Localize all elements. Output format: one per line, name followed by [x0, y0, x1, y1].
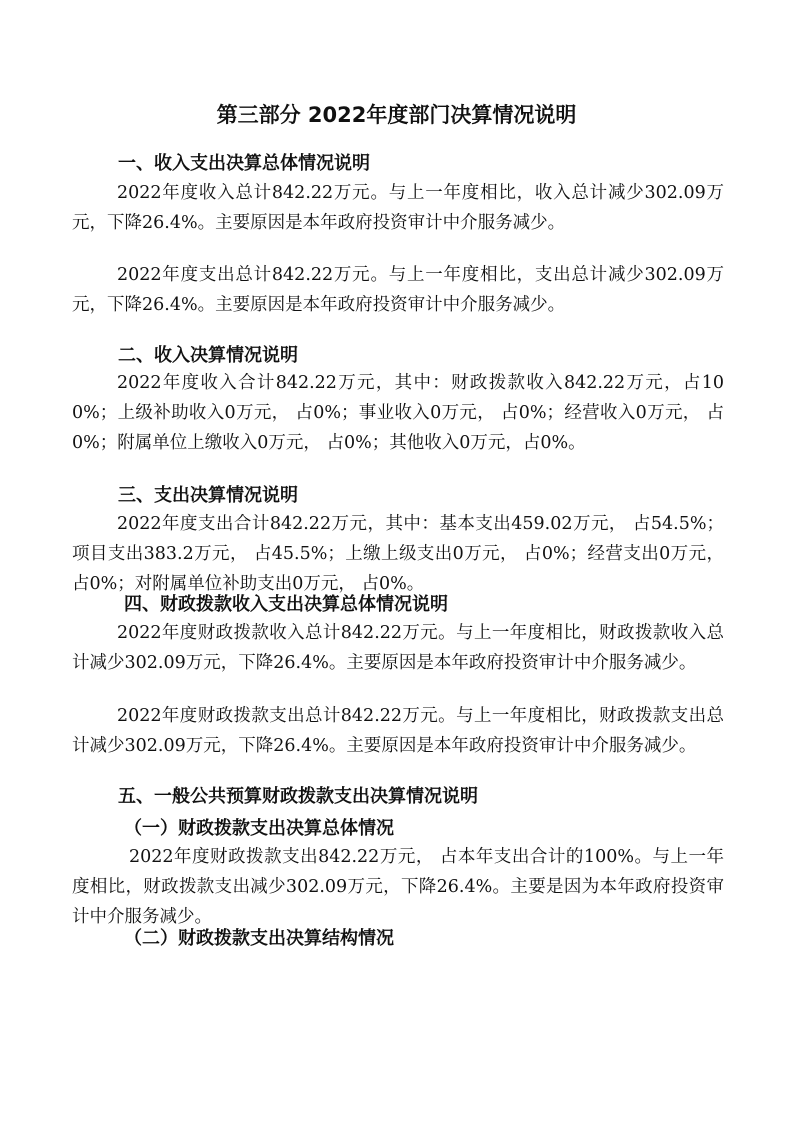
document-title: 第三部分 2022年度部门决算情况说明	[216, 103, 577, 127]
section-5-sub-1-heading: （一）财政拨款支出决算总体情况	[124, 818, 394, 839]
section-1-paragraph-2: 2022年度支出总计842.22万元。与上一年度相比，支出总计减少302.09万元，下降26.4%。主要原因是本年政府投资审计中介服务减少。	[72, 265, 724, 315]
section-1-heading: 一、收入支出决算总体情况说明	[118, 153, 370, 174]
section-5-sub-1-paragraph: 2022年度财政拨款支出842.22万元， 占本年支出合计的100%。与上一年度相比，财政拨款支出减少302.09万元，下降26.4%。主要是因为本年政府投资审计中介服务减少。	[72, 847, 724, 927]
section-4-paragraph-1: 2022年度财政拨款收入总计842.22万元。与上一年度相比，财政拨款收入总计减少302.09万元，下降26.4%。主要原因是本年政府投资审计中介服务减少。	[72, 623, 724, 673]
section-3-heading: 三、支出决算情况说明	[118, 485, 298, 506]
section-2-heading: 二、收入决算情况说明	[118, 345, 298, 366]
section-1-paragraph-1: 2022年度收入总计842.22万元。与上一年度相比，收入总计减少302.09万元，下降26.4%。主要原因是本年政府投资审计中介服务减少。	[72, 183, 724, 233]
section-5-sub-2-heading: （二）财政拨款支出决算结构情况	[124, 928, 394, 949]
section-2-paragraph-1: 2022年度收入合计842.22万元，其中：财政拨款收入842.22万元，占100%；上级补助收入0万元， 占0%；事业收入0万元， 占0%；经营收入0万元， 占0%；附属单位上缴收入0万元， 占0%；其他收入0万元，占0%。	[72, 373, 724, 453]
section-4-paragraph-2: 2022年度财政拨款支出总计842.22万元。与上一年度相比，财政拨款支出总计减少302.09万元，下降26.4%。主要原因是本年政府投资审计中介服务减少。	[72, 706, 724, 756]
section-4-heading: 四、财政拨款收入支出决算总体情况说明	[124, 594, 448, 615]
section-5-heading: 五、一般公共预算财政拨款支出决算情况说明	[118, 786, 478, 807]
section-3-paragraph-1: 2022年度支出合计842.22万元，其中：基本支出459.02万元， 占54.5%；项目支出383.2万元， 占45.5%；上缴上级支出0万元， 占0%；经营支出0万元， 占0%；对附属单位补助支出0万元， 占0%。	[72, 514, 724, 594]
